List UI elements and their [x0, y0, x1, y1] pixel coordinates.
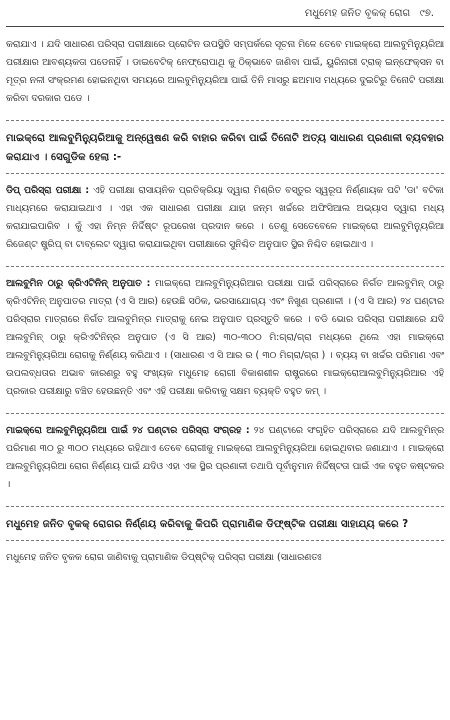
section-divider [6, 173, 444, 174]
page-body [6, 36, 444, 579]
acr-paragraph [6, 275, 444, 401]
dip-test-lead: ଡିପ୍ ପରିସ୍ରା ପରୀକ୍ଷା : [6, 185, 90, 196]
section-divider [6, 413, 444, 414]
urine24-lead: ମାଇକ୍ରୋ ଆଲବୁମିନ୍ୟୁରିଆ ପାଇଁ ୨୪ ଘଣ୍ଟାର ପରିସ୍ରା ସଂଗ୍ରହ : [6, 425, 250, 436]
section-heading: ମାଇକ୍ରୋ ଆଲବୁମିନ୍ୟୁରିଆକୁ ଅନ୍ୱେଷଣ କରି ବାହାର କରିବା ପାଇଁ ତିନୋଟି ଅତ୍ୟ ସାଧାରଣ ପ୍ରଣାଳୀ ବ୍ୟବହାର କରାଯାଏ । ସେଗୁଡିକ ହେଲା :- [6, 133, 444, 163]
urine24-text: ୨୪ ଘଣ୍ଟାରେ ସଂଗୃହିତ ପରିସ୍ରାରେ ଯଦି ଆଲବୁମିନ୍‌ର ପରିମାଣ ୩୦ ରୁ ୩୦୦ ମଧ୍ୟରେ ରହିଥାଏ ତେବେ ରୋଗୀକୁ ମାଇକ୍ରୋ ଆଲବୁମିନ୍ୟୁରିଆ ହୋଇଥିବାର ଜଣାଯାଏ । ମାଇକ୍ରୋ ଆଲବୁମିନ୍ୟୁରିଆ ରୋଗ ନିର୍ଣ୍ଣୟ ପାଇଁ ଯଦିଓ ଏହା ଏକ ସ୍ଥିର ପ୍ରଣାଳୀ ତଥାପି ପୂର୍ବାନୁମାନ ନିର୍ଦ୍ଦିଷ୍ଟତା ପାଇଁ ଏକ ବହୁତ କଷ୍ଟକର । [6, 425, 445, 490]
section-divider [6, 506, 444, 507]
section-divider [6, 266, 444, 267]
intro-paragraph: କରାଯାଏ । ଯଦି ସାଧାରଣ ପରିସ୍ରା ପରୀକ୍ଷାରେ ପ୍ରୋଟିନ ଉପସ୍ଥିତି ସମ୍ପର୍କରେ ସୂଚନା ମିଳେ ତେବେ ମାଇକ୍ରୋ ଆଲବୁମିନ୍ୟୁରିଆ ପରୀକ୍ଷାର ଆବଶ୍ୟକତା ପଡେନାହିଁ । ଡାଇବେଟିକ୍ ନେଫ୍ରୋପାଥି କୁ ଠିକ୍‌ଭାବେ ଜାଣିବା ପାଇଁ, ୟୁରିନାରୀ ଟ୍ରାକ୍ ଇନ୍‌ଫେକ୍‌ସନ ବା ମୂତ୍ର ନଳୀ ସଂକ୍ରମଣ ହୋଇନଥିବା ସମୟରେ ଆଲବୁମିନ୍ୟୁରିଆ ପାଇଁ ତିନି ମାସରୁ ଛଅମାସ ମଧ୍ୟରେ ଦୁଇଟିରୁ ତିନୋଟି ପରୀକ୍ଷା କରିବା ଦରକାର ପଡେ । [6, 39, 444, 104]
acr-lead: ଆଲବୁମିନ ଠାରୁ କ୍ରିଏଟିନିନ୍ ଅନୁପାତ : [6, 278, 151, 289]
book-page [6, 0, 444, 720]
dip-test-text: ଏହି ପରୀକ୍ଷା ରାସାୟନିକ ପ୍ରତିକ୍ରିୟା ଦ୍ୱାରା ମିଶ୍ରିତ ବସ୍ତୁର ସ୍ୱରୂପ ନିର୍ଣ୍ଣାୟକ ପଟି 'ଡା' ବଟିକା ମାଧ୍ୟମରେ କରାଯାଇଥାଏ । ଏହା ଏକ ସାଧାରଣ ପରୀକ୍ଷା ଯାହା ଜନ୍ମ ଖର୍ଚ୍ଚରେ ଅଫିସିଆଲ ଅଭ୍ୟାସ ଦ୍ୱାରା ମଧ୍ୟ କରାଯାଇପାରିବ । କୁଁ ଏହା ନିମ୍ନ ନିର୍ଦ୍ଦିଷ୍ଟ ରୂପରେଖ ପ୍ରଦାନ କରେ । ତେଣୁ ସେତେବେଳେ ମାଇକ୍ରୋ ଆଲବୁମିନ୍ୟୁରିଆ ରିଜେଣ୍ଟ ଷ୍ଟ୍ରିପ୍ ବା ଟାବ୍‌ଲେଟ ଦ୍ୱାରା କରାଯାଇଥିବା ପରୀକ୍ଷାରେ ସୁନିଶ୍ଚିତ ଅନୁପାତ ସ୍ଥିର ନିଶ୍ଚିତ ହୋଇଥାଏ । [6, 185, 444, 250]
urine24-paragraph [6, 422, 444, 494]
header-rule [6, 26, 444, 27]
acr-text: ମାଇକ୍ରୋ ଆଲବୁମିନ୍ୟୁରିଆର ପରୀକ୍ଷା ପାଇଁ ପରିସ୍ରାରେ ନିର୍ଗତ ଆଲବୁମିନ୍ ଠାରୁ କ୍ରିଏଟିନିନ୍ ଅନୁପାତର ମାତ୍ରା (ଏ ସି ଆର) ହେଉଛି ସଠିକ, ଭରସାଯୋଗ୍ୟ ଏବଂ ନିଖୁଣ ପ୍ରଣାଳୀ । (ଏ ସି ଆର) ୨୪ ଘଣ୍ଟାର ପରିସ୍ରାର ମାତ୍ରାରେ ନିର୍ଗତ ଆଲବୁମିନ୍‌ର ମାତ୍ରାକୁ ନେଇ ଅନୁପାତ ପ୍ରସ୍ତୁତି କରେ । ବଡି ଭୋର ପରିସ୍ରା ପରୀକ୍ଷାରେ ଯଦି ଆଲବୁମିନ୍ ଠାରୁ କ୍ରିଏଟିନିନ୍‌ର ଅନୁପାତ (ଏ ସି ଆର) ୩୦-୩୦୦ ମି:ଗ୍ରା/ଗ୍ରା ମଧ୍ୟରେ ଥିଲେ ଏହା ମାଇକ୍ରୋ ଆଲବୁମିନ୍ୟୁରିଆ ରୋଗକୁ ନିର୍ଣ୍ଣୟ କରିଥାଏ । (ସାଧାରଣ ଏ ସି ଆର ର ( ୩୦ ମିଗ୍ରା/ଗ୍ରା ) । ବ୍ୟୟ ବା ଖର୍ଚ୍ଚର ପରିମାଣ ଏବଂ ଉପଲବ୍ଧତାର ଅଭାବ କାରଣରୁ ବହୁ ସଂଖ୍ୟକ ମଧୁମେହ ରୋଗୀ ବିକାଶଶୀଳ ରାଷ୍ଟ୍ରରେ ମାଇକ୍ରୋଆଲବୁମିନ୍ୟୁରିଆର ଏହି ପ୍ରକାର ପରୀକ୍ଷାରୁ ବଞ୍ଚିତ ହେଉଛନ୍ତି ଏବଂ ଏହି ପରୀକ୍ଷା କରିବାକୁ ସକ୍ଷମ ବ୍ୟକ୍ତି ବହୁତ କମ୍ । [6, 278, 444, 397]
dip-test-paragraph [6, 182, 444, 254]
page-number: ୯୭. [419, 8, 434, 19]
running-header [305, 8, 434, 19]
running-title: ମଧୁମେହ ଜନିତ ବୃକକ୍ ରୋଗ [304, 8, 411, 19]
question-heading: ମଧୁମେହ ଜନିତ ବୃକକ୍ ରୋଗର ନିର୍ଣ୍ଣୟ କରିବାକୁ କିପରି ପ୍ରାମାଣିକ ଡିଫ୍‌ଷ୍ଟିକ ପରୀକ୍ଷା ସାହାଯ୍ୟ କରେ ? [6, 519, 409, 530]
section-divider [6, 120, 444, 121]
section-divider [6, 540, 444, 541]
closing-paragraph: ମଧୁମେହ ଜନିତ ବୃକକ ରୋଗ ଜାଣିବାକୁ ପ୍ରାମାଣିକ ଡିପ୍‌ଷ୍ଟିକ୍ ପରିସ୍ରା ପରୀକ୍ଷା (ସାଧାରଣତଃ [6, 552, 322, 563]
